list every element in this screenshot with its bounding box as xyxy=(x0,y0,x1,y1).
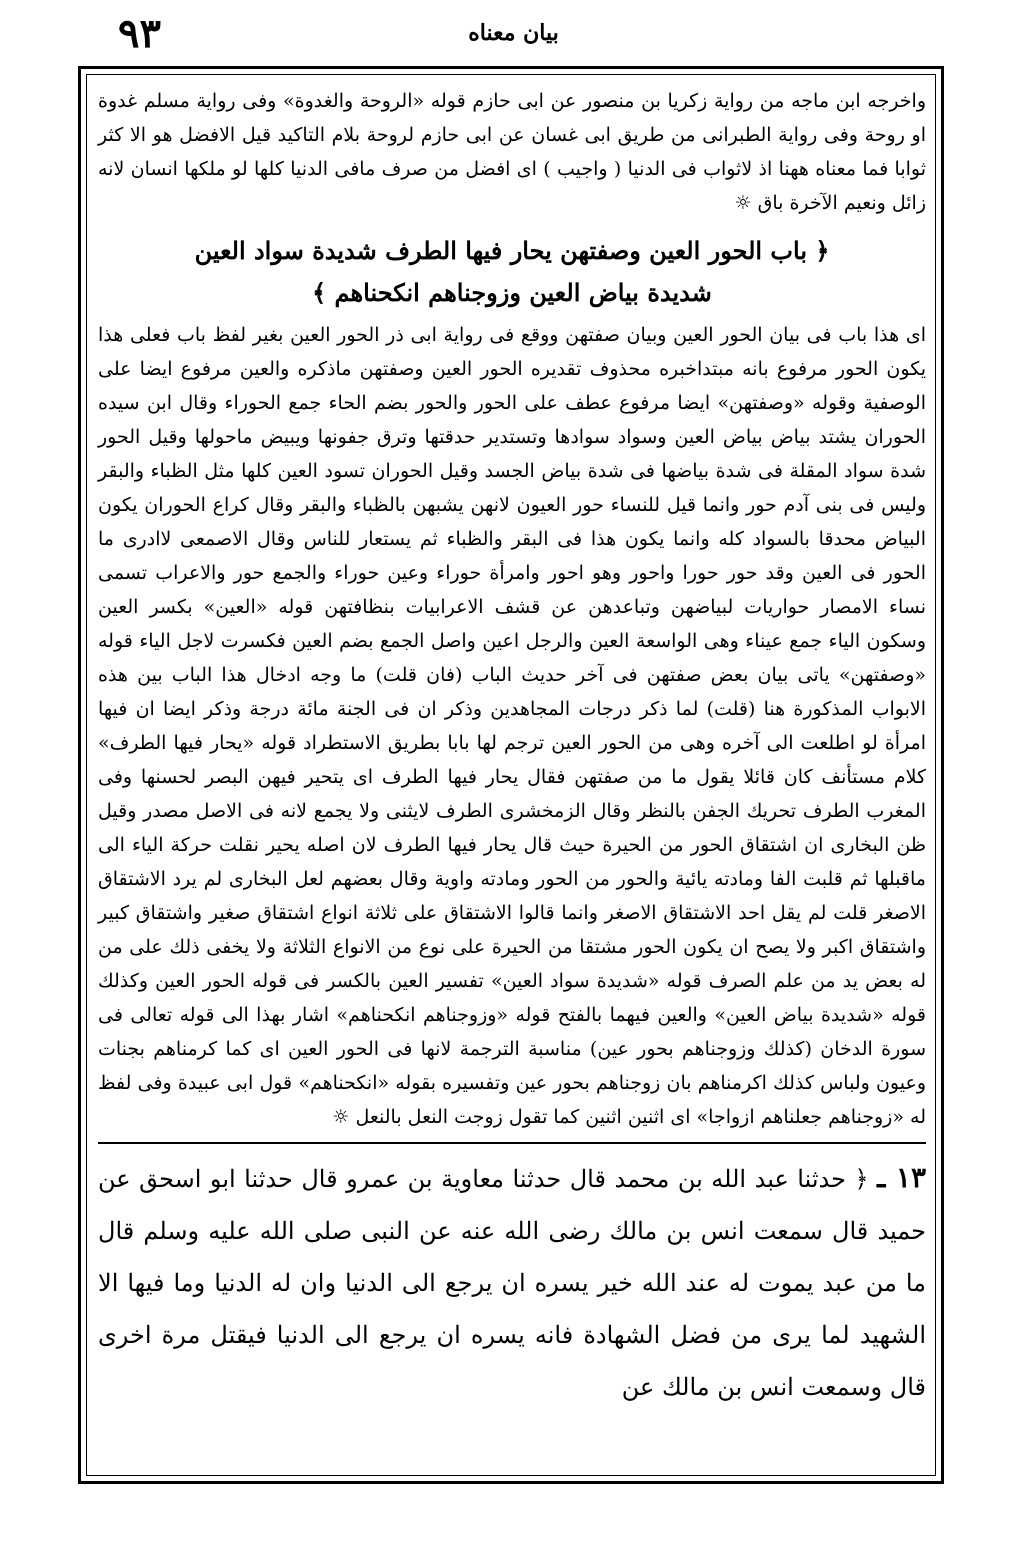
chapter-heading-line-2: شديدة بياض العين وزوجناهم انكحناهم ﴾ xyxy=(312,278,712,307)
hadith-block xyxy=(98,1142,926,1413)
intro-paragraph: واخرجه ابن ماجه من رواية زكريا بن منصور عن ابى حازم قوله «الروحة والغدوة» وفى رواية مسلم غدوة او روحة وفى رواية الطبرانى من طريق ابى غسان عن ابى حازم لروحة بلام التاكيد قيل الافضل هو الا كثر ثوابا فما معناه ههنا اذ لاثواب فى الدنيا ( واجيب ) اى افضل من صرف مافى الدنيا كلها لو ملكها انسان لانه زائل ونعيم الآخرة باق ☼ xyxy=(98,90,926,214)
chapter-heading-line-1: ﴿ باب الحور العين وصفتهن يحار فيها الطرف شديدة سواد العين xyxy=(194,236,830,265)
hadith-text xyxy=(98,1152,926,1413)
page-number: ٩٣ xyxy=(118,10,161,57)
hadith-number: ١٣ ـ xyxy=(877,1161,926,1194)
commentary-paragraph: اى هذا باب فى بيان الحور العين وبيان صفتهن ووقع فى رواية ابى ذر الحور العين بغير لفظ باب فعلى هذا يكون الحور مرفوع بانه مبتداخبره محذوف تقديره الحور العين وصفتهن ماذكره والعين مرفوع ايضا على الوصفية وقوله «وصفتهن» ايضا مرفوع عطف على الحور والحور بضم الحاء جمع الحوراء وقال ابن سيده الحوران يشتد بياض بياض العين وسواد سوادها وتستدير حدقتها وترق جفونها ويبيض ماحولها وقيل الحور شدة سواد المقلة فى شدة بياضها فى شدة بياض الجسد وقيل الحوران تسود العين كلها مثل الظباء والبقر وليس فى بنى آدم حور وانما قيل للنساء حور العيون لانهن يشبهن بالظباء والبقر وقال كراع الحوران يكون البياض محدقا بالسواد كله وانما يكون هذا فى البقر والظباء ثم يستعار للناس وقال الاصمعى لاادرى ما الحور فى العين وقد حور حورا واحور وهو احور وامرأة حوراء وعين حوراء والجمع حور والاعراب تسمى نساء الامصار حواريات لبياضهن وتباعدهن عن قشف الاعرابيات بنظافتهن قوله «العين» بكسر العين وسكون الياء جمع عيناء وهى الواسعة العين والرجل اعين واصل الجمع بضم العين فكسرت لاجل الياء قوله «وصفتهن» ياتى بيان بعض صفتهن فى آخر حديث الباب (فان قلت) ما وجه ادخال هذا الباب بين هذه الابواب المذكورة هنا (قلت) لما ذكر درجات المجاهدين وذكر ان فى الجنة مائة درجة وذكر ايضا ان فيها امرأة لو اطلعت الى آخره وهى من الحور العين ترجم لها بابا بطريق الاستطراد قوله «يحار فيها الطرف» كلام مستأنف كان قائلا يقول ما من صفتهن فقال يحار فيها الطرف اى يتحير فيهن البصر لحسنها وفى المغرب الطرف تحريك الجفن بالنظر وقال الزمخشرى الطرف لايثنى ولا يجمع لانه فى الاصل مصدر وقيل ظن البخارى ان اشتقاق الحور من الحيرة حيث قال يحار فيها الطرف لان اصله يحير نقلت حركة الياء الى ماقبلها ثم قلبت الفا ومادته يائية والحور من الحور ومادته واوية وقال بعضهم لعل البخارى لم يرد الاشتقاق الاصغر قلت لم يقل احد الاشتقاق الاصغر وانما قالوا الاشتقاق على ثلاثة انواع اشتقاق صغير واشتقاق كبير واشتقاق اكبر ولا يصح ان يكون الحور مشتقا من الحيرة على نوع من الانواع الثلاثة ولا يخفى ذلك على من له بعض يد من علم الصرف قوله «شديدة سواد العين» تفسير العين بالكسر فى قوله الحور العين وكذلك قوله «شديدة بياض العين» والعين فيهما بالفتح قوله «وزوجناهم انكحناهم» اشار بهذا الى قوله تعالى فى سورة الدخان (كذلك وزوجناهم بحور عين) مناسبة الترجمة لانها فى الحور العين اى كما كرمناهم بجنات وعيون ولباس كذلك اكرمناهم بان زوجناهم بحور عين وتفسيره بقوله «انكحناهم» قول ابى عبيدة وفى لفظ له «زوجناهم جعلناهم ازواجا» اى اثنين اثنين كما تقول زوجت النعل بالنعل ☼ xyxy=(98,324,926,1128)
hadith-body: ﴿ حدثنا عبد الله بن محمد قال حدثنا معاوية بن عمرو قال حدثنا ابو اسحق عن حميد قال سمعت انس بن مالك رضى الله عنه عن النبى صلى الله عليه وسلم قال ما من عبد يموت له عند الله خير يسره ان يرجع الى الدنيا وان له الدنيا وما فيها الا الشهيد لما يرى من فضل الشهادة فانه يسره ان يرجع الى الدنيا فيقتل مرة اخرى قال وسمعت انس بن مالك عن xyxy=(98,1165,926,1401)
chapter-heading xyxy=(98,230,926,314)
page-content xyxy=(98,84,926,1413)
running-head: بیان معناه xyxy=(468,20,559,46)
